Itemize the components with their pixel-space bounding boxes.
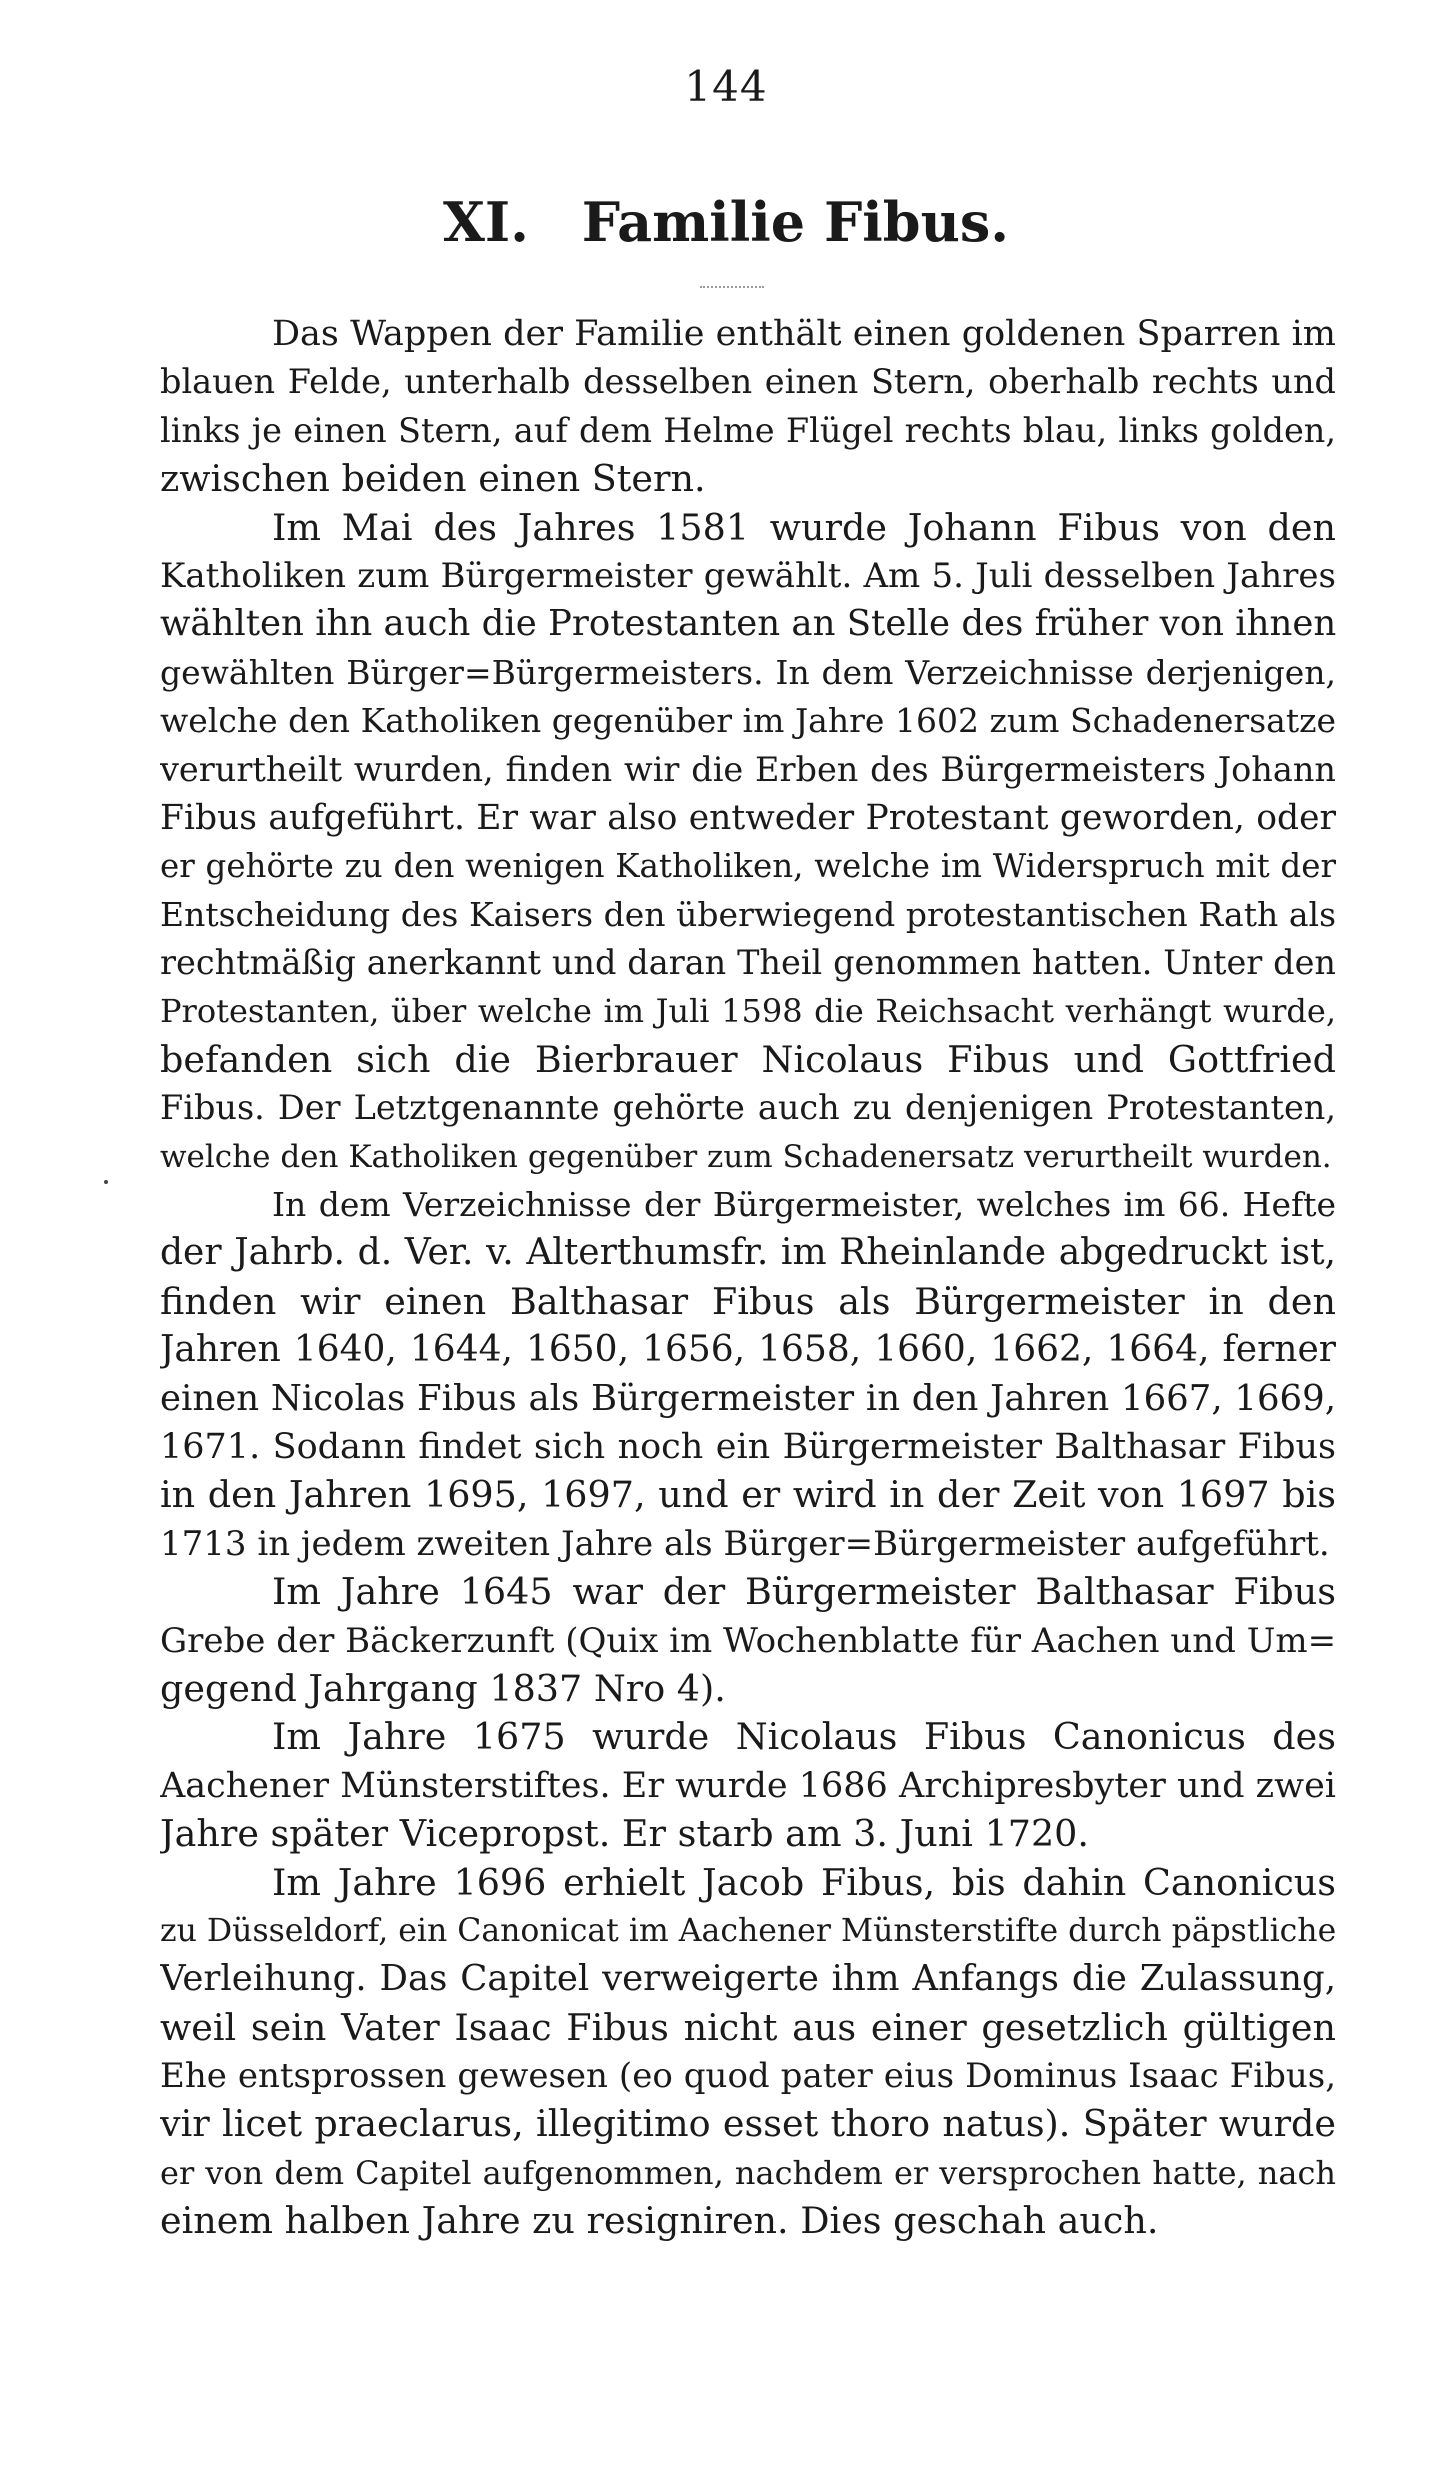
text-line: Das Wappen der Familie enthält einen goldenen Sparren im xyxy=(272,314,1336,354)
text-line: rechtmäßig anerkannt und daran Theil genommen hatten. Unter den xyxy=(160,943,1336,983)
text-line: blauen Felde, unterhalb desselben einen Stern, oberhalb rechts und xyxy=(160,362,1336,402)
text-line: welche den Katholiken gegenüber im Jahre 1602 zum Schadenersatze xyxy=(160,701,1336,741)
text-line: links je einen Stern, auf dem Helme Flügel rechts blau, links golden, xyxy=(160,410,1336,450)
text-line: Im Jahre 1675 wurde Nicolaus Fibus Canonicus des xyxy=(272,1715,1336,1759)
text-line: verurtheilt wurden, finden wir die Erben des Bürgermeisters Johann xyxy=(160,749,1336,789)
text-line: gewählten Bürger=Bürgermeisters. In dem Verzeichnisse derjenigen, xyxy=(160,652,1336,692)
text-line: welche den Katholiken gegenüber zum Schadenersatz verurtheilt wurden. xyxy=(160,1138,1332,1175)
body-text xyxy=(160,310,1336,2246)
text-line: finden wir einen Balthasar Fibus als Bürgermeister in den xyxy=(160,1279,1336,1323)
text-line: einen Nicolas Fibus als Bürgermeister in den Jahren 1667, 1669, xyxy=(160,1377,1336,1419)
chapter-title: Familie Fibus. xyxy=(581,190,1010,254)
text-line: weil sein Vater Isaac Fibus nicht aus einer gesetzlich gültigen xyxy=(160,2005,1336,2049)
text-line: er gehörte zu den wenigen Katholiken, welche im Widerspruch mit der xyxy=(160,847,1336,886)
text-line: der Jahrb. d. Ver. v. Alterthumsfr. im Rheinlande abgedruckt ist, xyxy=(160,1232,1336,1274)
page-number: 144 xyxy=(684,62,768,111)
heading-divider xyxy=(700,286,764,288)
text-line: Im Jahre 1696 erhielt Jacob Fibus, bis dahin Canonicus xyxy=(272,1860,1336,1904)
text-line: er von dem Capitel aufgenommen, nachdem er versprochen hatte, nach xyxy=(160,2153,1336,2192)
text-line: in den Jahren 1695, 1697, und er wird in der Zeit von 1697 bis xyxy=(160,1473,1336,1517)
text-line: wählten ihn auch die Protestanten an Stelle des früher von ihnen xyxy=(160,603,1336,645)
text-line: Jahre später Vicepropst. Er starb am 3. Juni 1720. xyxy=(160,1812,1090,1856)
text-line: Grebe der Bäckerzunft (Quix im Wochenblatte für Aachen und Um= xyxy=(160,1620,1336,1661)
margin-mark xyxy=(104,1180,108,1184)
text-line: 1713 in jedem zweiten Jahre als Bürger=Bürgermeister aufgeführt. xyxy=(160,1523,1330,1564)
text-line: Jahren 1640, 1644, 1650, 1656, 1658, 1660, 1662, 1664, ferner xyxy=(160,1329,1336,1371)
text-line: zwischen beiden einen Stern. xyxy=(160,457,706,501)
text-line: Ehe entsprossen gewesen (eo quod pater eius Dominus Isaac Fibus, xyxy=(160,2056,1336,2097)
text-line: Aachener Münsterstiftes. Er wurde 1686 Archipresbyter und zwei xyxy=(160,1765,1336,1806)
text-line: Protestanten, über welche im Juli 1598 die Reichsacht verhängt wurde, xyxy=(160,992,1336,1031)
text-line: Fibus aufgeführt. Er war also entweder Protestant geworden, oder xyxy=(160,797,1336,838)
text-line: Entscheidung des Kaisers den überwiegend protestantischen Rath als xyxy=(160,894,1336,934)
text-line: zu Düsseldorf, ein Canonicat im Aachener Münsterstifte durch päpstliche xyxy=(160,1912,1336,1949)
text-line: 1671. Sodann findet sich noch ein Bürgermeister Balthasar Fibus xyxy=(160,1426,1336,1467)
text-line: Im Jahre 1645 war der Bürgermeister Balthasar Fibus xyxy=(272,1570,1336,1614)
text-line: vir licet praeclarus, illegitimo esset thoro natus). Später wurde xyxy=(160,2102,1336,2146)
text-line: befanden sich die Bierbrauer Nicolaus Fibus und Gottfried xyxy=(160,1037,1336,1081)
text-line: gegend Jahrgang 1837 Nro 4). xyxy=(160,1666,726,1710)
text-line: einem halben Jahre zu resigniren. Dies geschah auch. xyxy=(160,2199,1159,2243)
text-line: Im Mai des Jahres 1581 wurde Johann Fibus von den xyxy=(272,505,1336,549)
chapter-number: XI. xyxy=(442,190,529,254)
text-line: Verleihung. Das Capitel verweigerte ihm Anfangs die Zulassung, xyxy=(160,1958,1336,2000)
text-line: Katholiken zum Bürgermeister gewählt. Am 5. Juli desselben Jahres xyxy=(160,555,1336,596)
text-line: In dem Verzeichnisse der Bürgermeister, welches im 66. Hefte xyxy=(272,1185,1336,1225)
chapter-heading xyxy=(0,190,1452,254)
text-line: Fibus. Der Letztgenannte gehörte auch zu denjenigen Protestanten, xyxy=(160,1088,1336,1128)
